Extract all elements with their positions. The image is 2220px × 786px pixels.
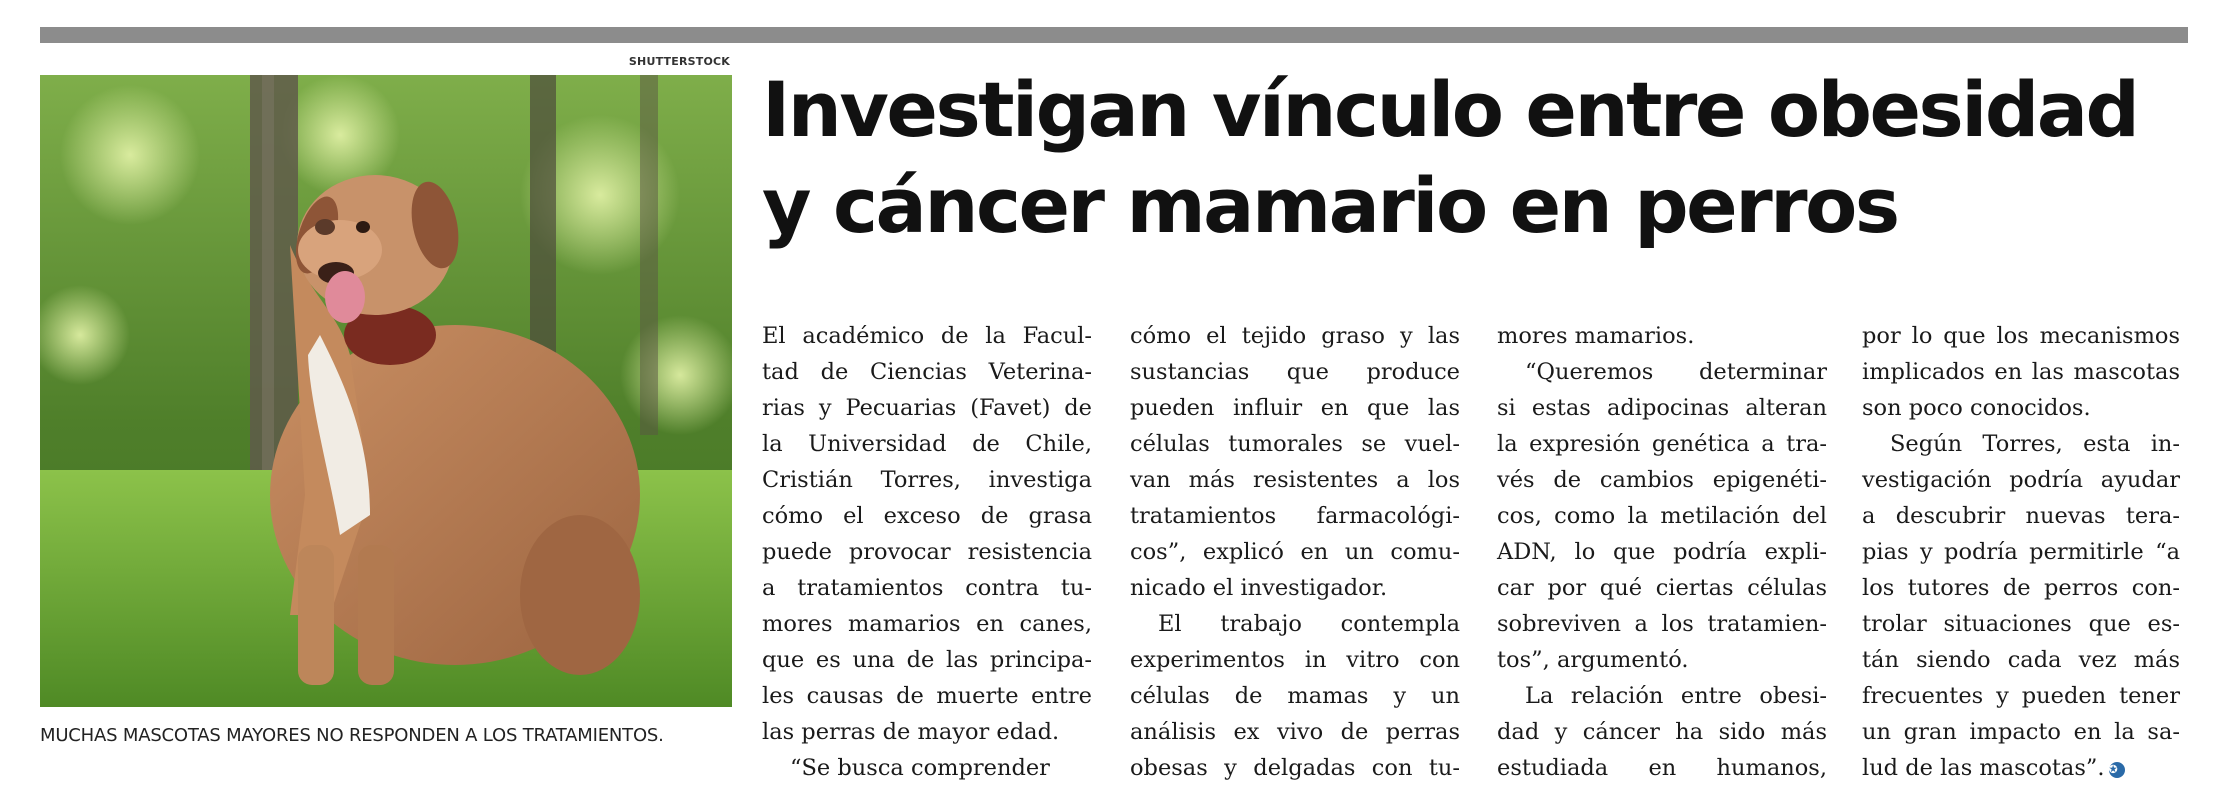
article-column-1 [762,318,1092,786]
text-line: tad de Ciencias Veterina- [762,359,1092,385]
text-line: las perras de mayor edad. [762,719,1060,745]
text-line: “Queremos determinar [1525,359,1827,385]
text-line: la expresión genética a tra- [1497,431,1827,457]
article-column-2 [1130,318,1460,786]
text-line: un gran impacto en la sa- [1862,719,2180,745]
text-line: a tratamientos contra tu- [762,575,1092,601]
text-line: trolar situaciones que es- [1862,611,2180,637]
headline-line-1: Investigan vínculo entre obesidad [762,65,2138,154]
text-line: ADN, lo que podría expli- [1497,539,1827,565]
text-line: tán siendo cada vez más [1862,647,2180,673]
photo-credit: SHUTTERSTOCK [628,55,730,68]
text-line: frecuentes y pueden tener [1862,683,2180,709]
text-line: son poco conocidos. [1862,395,2091,421]
text-line: les causas de muerte entre [762,683,1092,709]
final-sentence: lud de las mascotas”. [1862,755,2105,781]
text-line: tratamientos farmacológi- [1130,503,1460,529]
text-line: que es una de las principa- [762,647,1092,673]
text-line: células tumorales se vuel- [1130,431,1460,457]
text-line: La relación entre obesi- [1525,683,1827,709]
article-column-4 [1862,318,2180,786]
text-line: la Universidad de Chile, [762,431,1092,457]
text-line: cómo el tejido graso y las [1130,323,1460,349]
text-line: análisis ex vivo de perras [1130,719,1460,745]
text-line: vés de cambios epigenéti- [1497,467,1827,493]
text-line-final [1862,750,2180,786]
text-line: car por qué ciertas células [1497,575,1827,601]
text-line: rias y Pecuarias (Favet) de [762,395,1092,421]
article-column-3 [1497,318,1827,786]
text-line: mores mamarios en canes, [762,611,1092,637]
text-line: El académico de la Facul- [762,323,1092,349]
text-line: estudiada en humanos, [1497,755,1827,781]
text-line: obesas y delgadas con tu- [1130,755,1460,781]
text-line: pias y podría permitirle “a [1862,539,2180,565]
text-line: los tutores de perros con- [1862,575,2180,601]
top-rule [40,27,2188,43]
article-photo [40,75,732,707]
text-line: cómo el exceso de grasa [762,503,1092,529]
text-line: Cristián Torres, investiga [762,467,1092,493]
text-line: células de mamas y un [1130,683,1460,709]
article-headline [762,62,2182,254]
text-line: tos”, argumentó. [1497,647,1689,673]
text-line: cos, como la metilación del [1497,503,1827,529]
text-line: mores mamarios. [1497,323,1695,349]
text-line: dad y cáncer ha sido más [1497,719,1827,745]
text-line: Según Torres, esta in- [1890,431,2180,457]
text-line: sobreviven a los tratamien- [1497,611,1827,637]
text-line: a descubrir nuevas tera- [1862,503,2180,529]
text-line: pueden influir en que las [1130,395,1460,421]
text-line: vestigación podría ayudar [1862,467,2180,493]
text-line: van más resistentes a los [1130,467,1460,493]
text-line: cos”, explicó en un comu- [1130,539,1460,565]
text-line: si estas adipocinas alteran [1497,395,1827,421]
text-line: experimentos in vitro con [1130,647,1460,673]
text-line: nicado el investigador. [1130,575,1388,601]
text-line: por lo que los mecanismos [1862,323,2180,349]
text-line: sustancias que produce [1130,359,1460,385]
text-line: El trabajo contempla [1158,611,1460,637]
text-line: puede provocar resistencia [762,539,1092,565]
end-of-article-icon: ✪ [2109,762,2125,778]
photo-caption: MUCHAS MASCOTAS MAYORES NO RESPONDEN A LOS TRATAMIENTOS. [40,725,664,746]
text-line: implicados en las mascotas [1862,359,2180,385]
text-line: “Se busca comprender [790,755,1050,781]
headline-line-2: y cáncer mamario en perros [762,161,1898,250]
